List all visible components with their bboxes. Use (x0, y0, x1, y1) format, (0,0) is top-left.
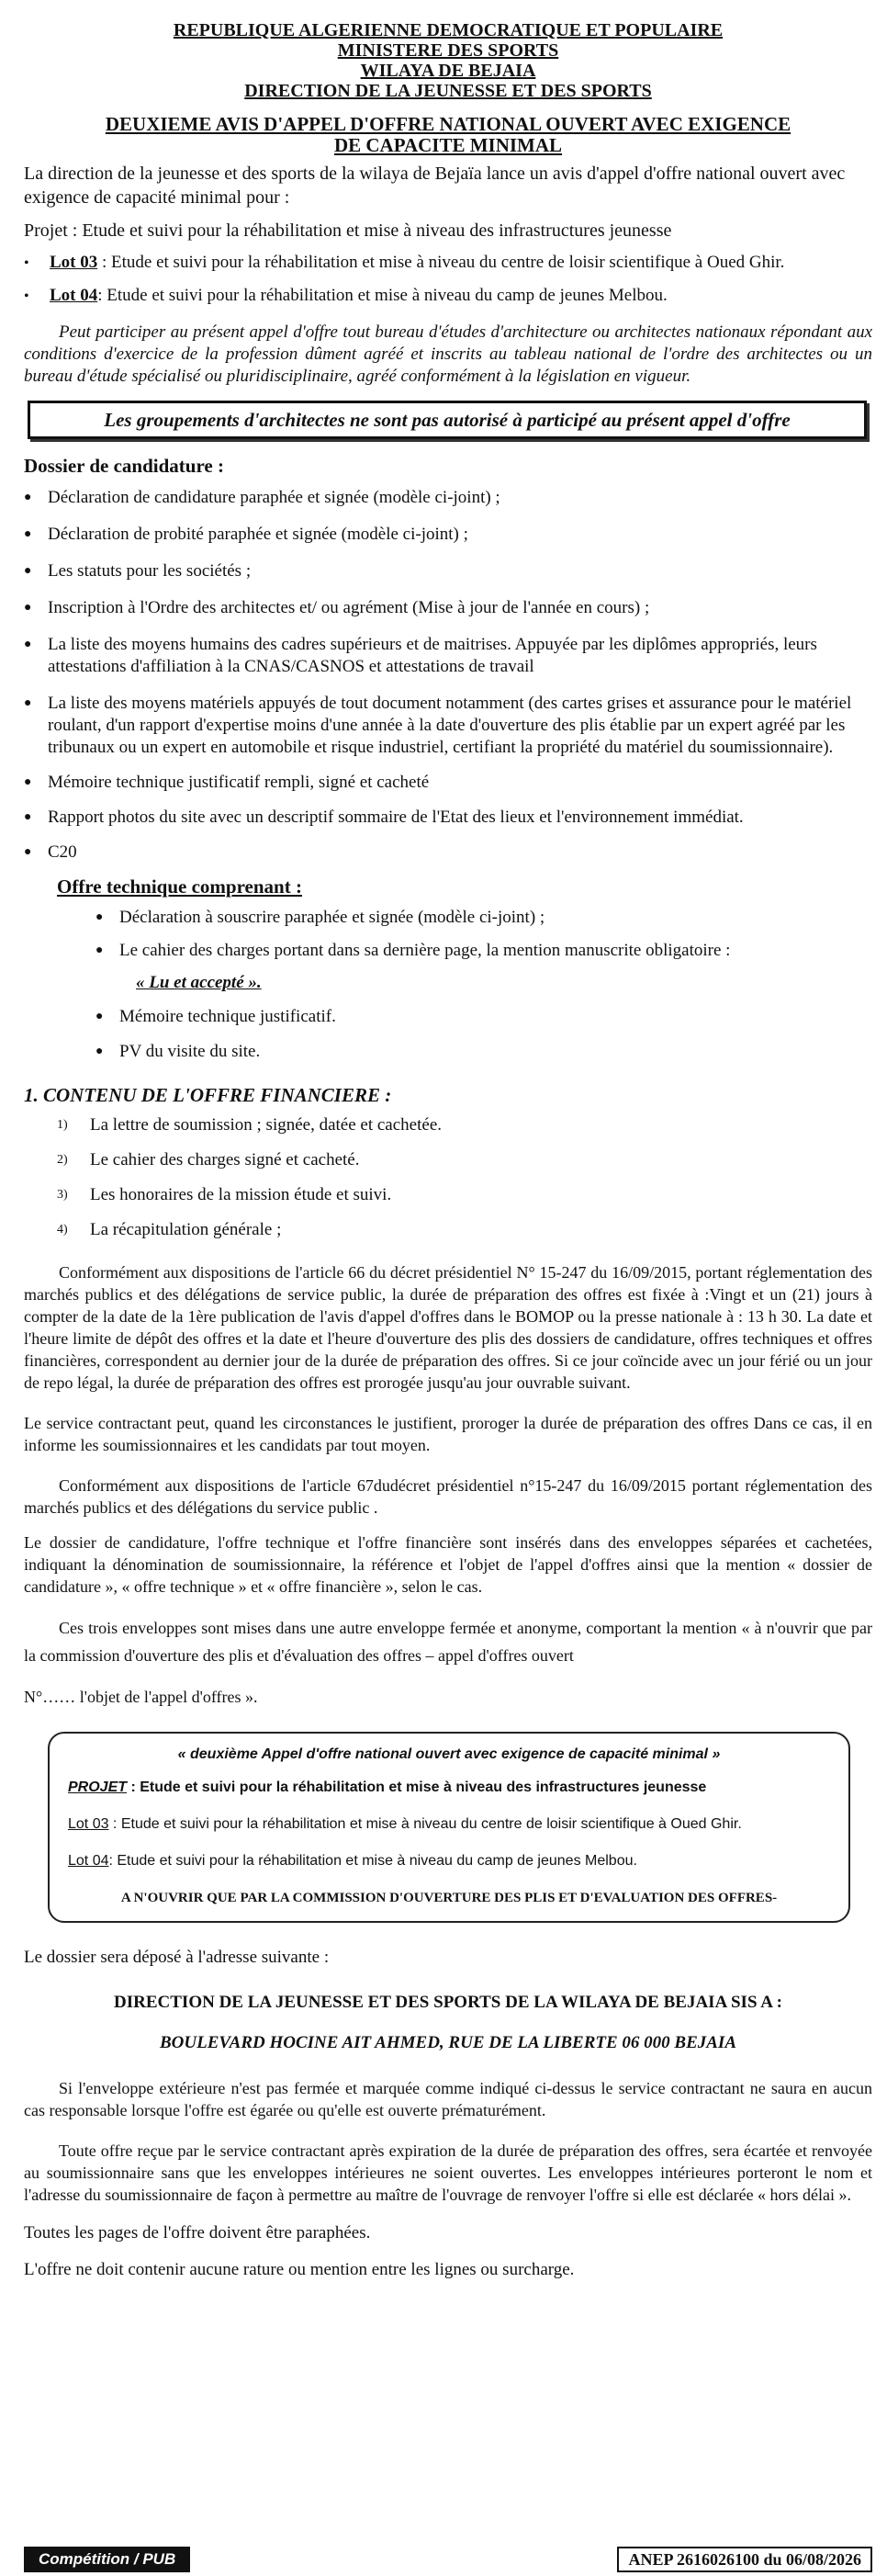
closing-p2: Toute offre reçue par le service contractant après expiration de la durée de préparation des offres, sera écartée et renvoyée au soumissionnaire sans que les enveloppes intérieures ne soient ouvertes. Les enveloppes intérieures porteront le nom et l'adresse du soumissionnaire de façon à permettre au maître de l'ouvrage de renvoyer l'offre si elle est déclarée « hors délai ». (24, 2141, 872, 2204)
bullet-icon: ● (24, 845, 32, 859)
notice-title (24, 114, 872, 156)
notice-box: Les groupements d'architectes ne sont pas autorisé à participé au présent appel d'offre (28, 401, 867, 439)
lot-04-description: : Etude et suivi pour la réhabilitation et mise à niveau du camp de jeunes Melbou. (97, 286, 668, 305)
envelope-sample (48, 1732, 850, 1923)
list-item: ● Déclaration à souscrire paraphée et signée (modèle ci-joint) ; (95, 908, 545, 927)
envelope-footer: A N'OUVRIR QUE PAR LA COMMISSION D'OUVERTURE DES PLIS ET D'EVALUATION DES OFFRES- (120, 1891, 778, 1905)
projet-text: Projet : Etude et suivi pour la réhabilitation et mise à niveau des infrastructures jeunesse (24, 220, 672, 241)
envelope-lot-04: Lot 04: Etude et suivi pour la réhabilitation et mise à niveau du camp de jeunes Melbou. (68, 1853, 637, 1869)
bullet-icon: ● (24, 527, 32, 541)
lot-04 (24, 285, 872, 309)
list-item: ● Inscription à l'Ordre des architectes et/ ou agrément (Mise à jour de l'année en cours) ; (24, 598, 650, 617)
header-line-4: DIRECTION DE LA JEUNESSE ET DES SPORTS (244, 81, 652, 101)
header-block (24, 20, 872, 101)
closing-p1: Si l'enveloppe extérieure n'est pas fermée et marquée comme indiqué ci-dessus le service contractant ne saura en aucun cas responsable lorsque l'offre est égarée ou qu'elle est ouverte prématurément. (24, 2079, 872, 2119)
footer-category: Compétition / PUB (24, 2547, 190, 2572)
bullet-icon: ● (24, 601, 32, 615)
intro-text: La direction de la jeunesse et des sports de la wilaya de Bejaïa lance un avis d'appel d'offre national ouvert avec exigence de capacité minimal pour : (24, 164, 846, 208)
bullet-icon: ● (24, 491, 32, 504)
header-line-2: MINISTERE DES SPORTS (337, 40, 559, 61)
bullet-icon: ● (95, 1010, 104, 1023)
lot-03-text (50, 252, 784, 274)
participation-text: Peut participer au présent appel d'offre tout bureau d'études d'architecture ou architectes nationaux répondant aux conditions d'exercice de la profession dûment agréé et inscrits au tableau national de l'ordre des architectes ou un bureau d'étude spécialisé ou pluridisciplinaire, agréé conformément à la législation en vigueur. (24, 322, 872, 386)
list-item: ● La liste des moyens matériels appuyés de tout document notamment (des cartes grises et assurance pour le matériel roulant, d'un rapport d'expertise moins d'une année à la date d'ouverture des plis établie par un expert agréé par les tribunaux ou un expert en automobile et risque industriel, certifiant la propriété du matériel du soumissionnaire). (24, 694, 852, 757)
depot-intro: Le dossier sera déposé à l'adresse suivante : (24, 1948, 330, 1967)
list-item: 3) Les honoraires de la mission étude et suivi. (57, 1185, 392, 1204)
paragraph-enveloppes: Le dossier de candidature, l'offre technique et l'offre financière sont insérés dans des enveloppes séparées et cachetées, indiquant la dénomination de soumissionnaire, la référence et l'objet de l'appel d'offres ainsi que la mention « dossier de candidature », « offre technique » et « offre financière », selon le cas. (24, 1533, 872, 1596)
closing-p3: Toutes les pages de l'offre doivent être paraphées. (24, 2223, 371, 2243)
bullet-icon: ● (95, 1045, 104, 1058)
list-item: ● Les statuts pour les sociétés ; (24, 561, 252, 581)
offre-technique-title: Offre technique comprenant : (57, 876, 302, 898)
envelope-title: « deuxième Appel d'offre national ouvert avec exigence de capacité minimal » (177, 1746, 721, 1762)
list-item: ● PV du visite du site. (95, 1042, 261, 1061)
bullet-icon: ● (24, 638, 32, 651)
list-item: ● Mémoire technique justificatif rempli, signé et cacheté (24, 773, 430, 792)
list-item: ● Rapport photos du site avec un descriptif sommaire de l'Etat des lieux et l'environnement immédiat. (24, 808, 744, 827)
list-item: ● Le cahier des charges portant dans sa dernière page, la mention manuscrite obligatoire : (95, 941, 731, 960)
bullet-icon: ● (95, 910, 104, 924)
bullet-icon: ● (24, 564, 32, 578)
list-item: 1) La lettre de soumission ; signée, datée et cachetée. (57, 1115, 443, 1135)
paragraph-prorogation: Le service contractant peut, quand les circonstances le justifient, proroger la durée de préparation des offres Dans ce cas, il en informe les soumissionnaires et les candidats par tout moyen. (24, 1414, 872, 1454)
lot-04-label: Lot 04 (50, 286, 98, 305)
notice-title-line-1: DEUXIEME AVIS D'APPEL D'OFFRE NATIONAL OUVERT AVEC EXIGENCE (105, 113, 792, 135)
bullet-icon: ● (24, 775, 32, 789)
offre-financiere-title: 1. CONTENU DE L'OFFRE FINANCIERE : (24, 1084, 392, 1106)
paragraph-objet: N°…… l'objet de l'appel d'offres ». (24, 1688, 258, 1706)
paragraph-delai: Conformément aux dispositions de l'article 66 du décret présidentiel N° 15-247 du 16/09/2015, portant réglementation des marchés publics et des délégations de service public, la durée de préparation des offres est fixée à :Vingt et un (21) jours à compter de la date de la 1ère publication de l'avis d'appel d'offres dans le BOMOP ou la presse nationale à : 13 h 30. La date et l'heure limite de dépôt des offres et la date et l'heure d'ouverture des plis des dossiers de candidature, offres techniques et offres financières, correspondent au dernier jour de la durée de préparation des offres. Si ce jour coïncide avec un jour férié ou un jour de repo légal, la durée de préparation des offres est prorogée jusqu'au jour ouvrable suivant. (24, 1263, 872, 1392)
depot-address-line-1: DIRECTION DE LA JEUNESSE ET DES SPORTS DE LA WILAYA DE BEJAIA SIS A : (114, 1993, 782, 2012)
closing-p4: L'offre ne doit contenir aucune rature ou mention entre les lignes ou surcharge. (24, 2260, 575, 2279)
lot-04-text (50, 285, 668, 307)
bullet-icon: ● (24, 810, 32, 824)
list-item: ● C20 (24, 842, 77, 862)
bullet-icon: • (24, 255, 29, 271)
dossier-title: Dossier de candidature : (24, 455, 224, 477)
list-item: ● Mémoire technique justificatif. (95, 1007, 336, 1026)
envelope-lot-03: Lot 03 : Etude et suivi pour la réhabilitation et mise à niveau du centre de loisir scientifique à Oued Ghir. (68, 1816, 742, 1832)
envelope-projet: PROJET : Etude et suivi pour la réhabilitation et mise à niveau des infrastructures jeunesse (68, 1779, 707, 1795)
bullet-icon: ● (24, 696, 32, 710)
bullet-icon: ● (95, 943, 104, 957)
document-page (24, 0, 872, 2576)
paragraph-article-67: Conformément aux dispositions de l'article 67dudécret présidentiel n°15-247 du 16/09/2015 portant réglementation des marchés publics et des délégations du service public . (24, 1476, 872, 1517)
lot-03-label: Lot 03 (50, 253, 98, 272)
list-item: ● Déclaration de probité paraphée et signée (modèle ci-joint) ; (24, 525, 468, 544)
dossier-list (24, 487, 872, 864)
mention-manuscrite: « Lu et accepté ». (136, 973, 262, 992)
header-line-1: REPUBLIQUE ALGERIENNE DEMOCRATIQUE ET POPULAIRE (173, 20, 724, 40)
lot-03-description: : Etude et suivi pour la réhabilitation et mise à niveau du centre de loisir scientifique à Oued Ghir. (97, 253, 785, 272)
list-item: 4) La récapitulation générale ; (57, 1220, 282, 1239)
paragraph-enveloppe-exterieure: Ces trois enveloppes sont mises dans une autre enveloppe fermée et anonyme, comportant la mention « à n'ouvrir que par la commission d'ouverture des plis et d'évaluation des offres – appel d'offres ouvert (24, 1619, 872, 1665)
list-item: ● La liste des moyens humains des cadres supérieurs et de maitrises. Appuyée par les diplômes appropriés, leurs attestations d'affiliation à la CNAS/CASNOS et attestations de travail (24, 635, 817, 676)
offre-financiere-list (24, 1114, 872, 1241)
list-item: ● Déclaration de candidature paraphée et signée (modèle ci-joint) ; (24, 488, 500, 507)
bullet-icon: • (24, 288, 29, 304)
list-item: 2) Le cahier des charges signé et cacheté. (57, 1150, 360, 1169)
header-line-3: WILAYA DE BEJAIA (360, 61, 536, 81)
footer-reference: ANEP 2616026100 du 06/08/2026 (617, 2547, 872, 2572)
offre-technique-list (24, 907, 872, 1063)
lot-03 (24, 252, 872, 276)
notice-title-line-2: DE CAPACITE MINIMAL (333, 134, 563, 156)
depot-address-line-2: BOULEVARD HOCINE AIT AHMED, RUE DE LA LIBERTE 06 000 BEJAIA (159, 2033, 736, 2052)
